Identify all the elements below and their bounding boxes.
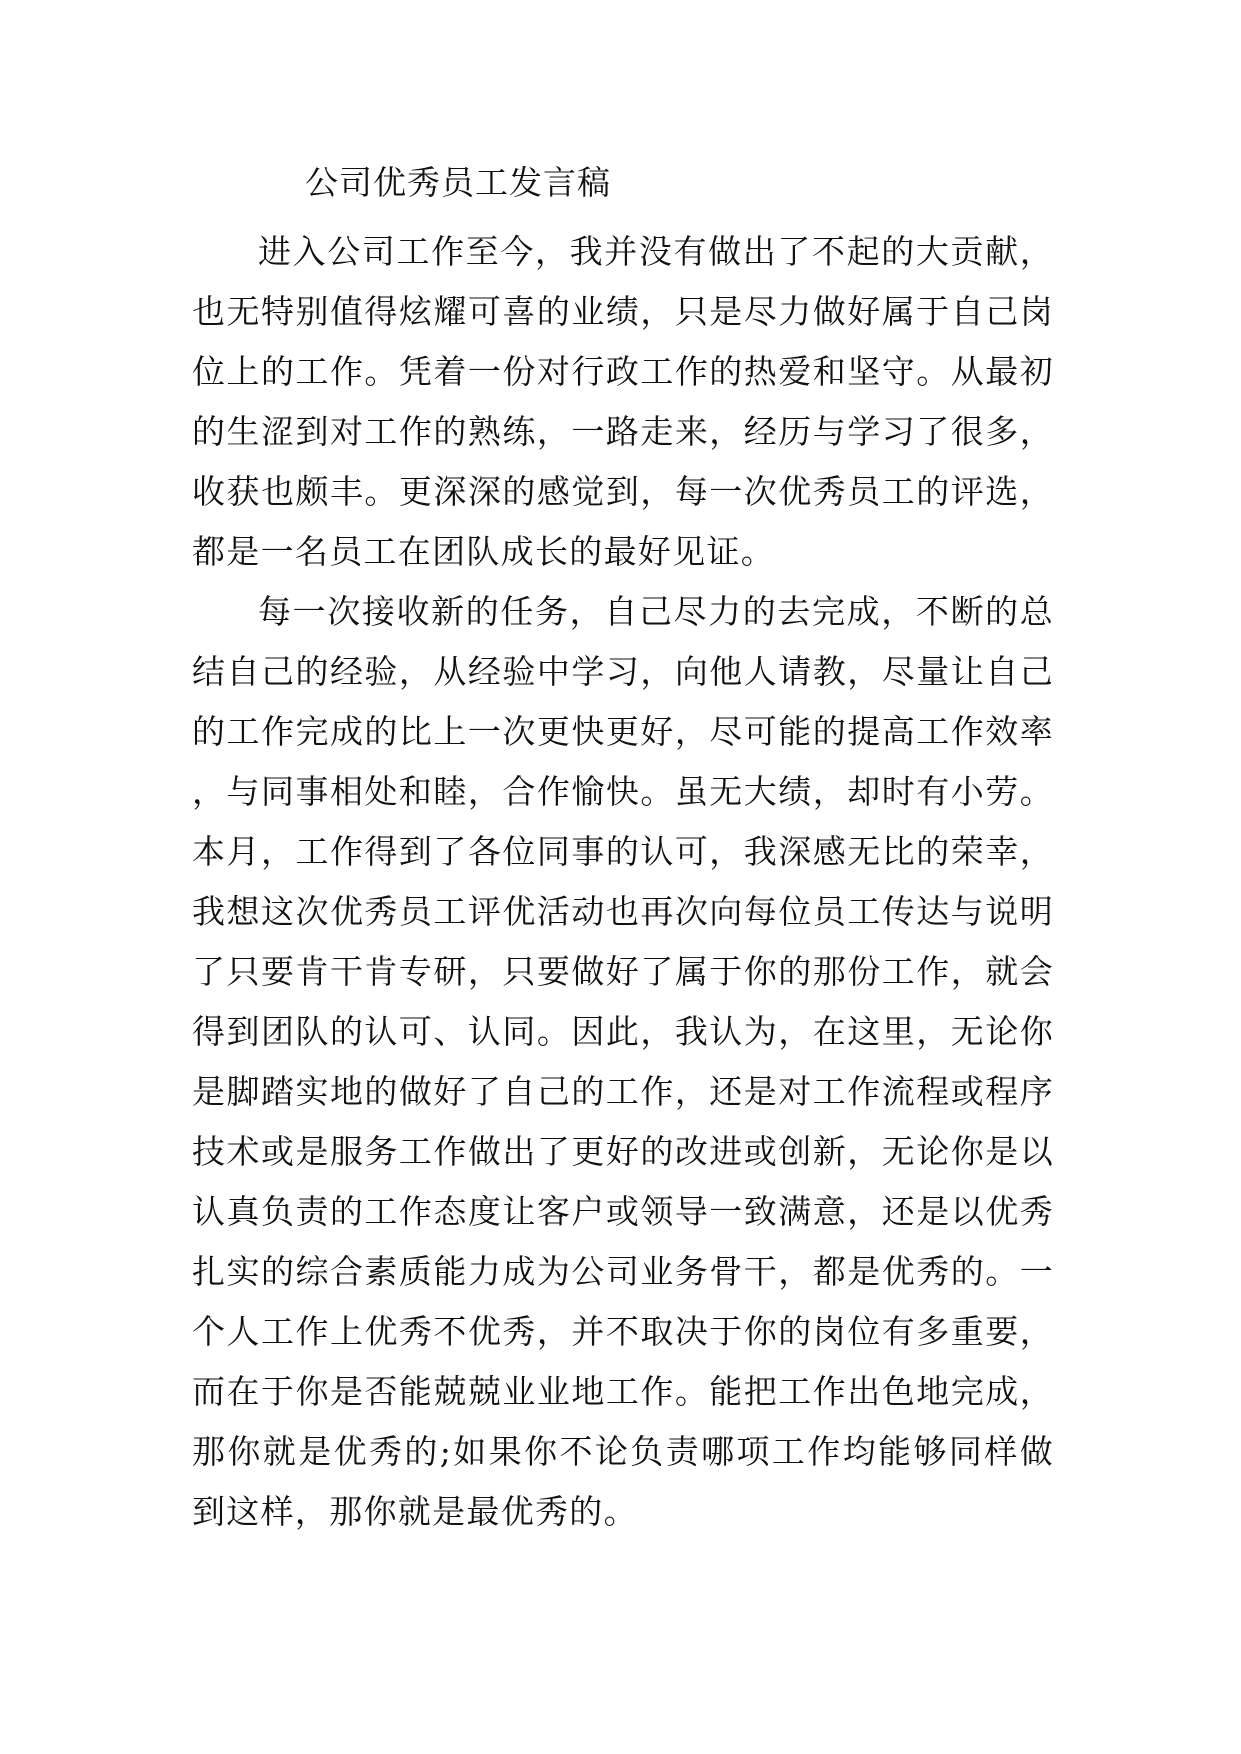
- document-body: [192, 222, 1054, 1542]
- paragraph-1: 进入公司工作至今，我并没有做出了不起的大贡献，也无特别值得炫耀可喜的业绩，只是尽力做好属于自己岗位上的工作。凭着一份对行政工作的热爱和坚守。从最初的生涩到对工作的熟练，一路走来，经历与学习了很多，收获也颇丰。更深深的感觉到，每一次优秀员工的评选，都是一名员工在团队成长的最好见证。: [192, 232, 1054, 571]
- document-title: 公司优秀员工发言稿: [305, 163, 611, 202]
- paragraph-2: 每一次接收新的任务，自己尽力的去完成，不断的总结自己的经验，从经验中学习，向他人请教，尽量让自己的工作完成的比上一次更快更好，尽可能的提高工作效率，与同事相处和睦，合作愉快。虽无大绩，却时有小劳。本月，工作得到了各位同事的认可，我深感无比的荣幸，我想这次优秀员工评优活动也再次向每位员工传达与说明了只要肯干肯专研，只要做好了属于你的那份工作，就会得到团队的认可、认同。因此，我认为，在这里，无论你是脚踏实地的做好了自己的工作，还是对工作流程或程序技术或是服务工作做出了更好的改进或创新，无论你是以认真负责的工作态度让客户或领导一致满意，还是以优秀扎实的综合素质能力成为公司业务骨干，都是优秀的。一个人工作上优秀不优秀，并不取决于你的岗位有多重要，而在于你是否能兢兢业业地工作。能把工作出色地完成，那你就是优秀的;如果你不论负责哪项工作均能够同样做到这样，那你就是最优秀的。: [192, 592, 1054, 1531]
